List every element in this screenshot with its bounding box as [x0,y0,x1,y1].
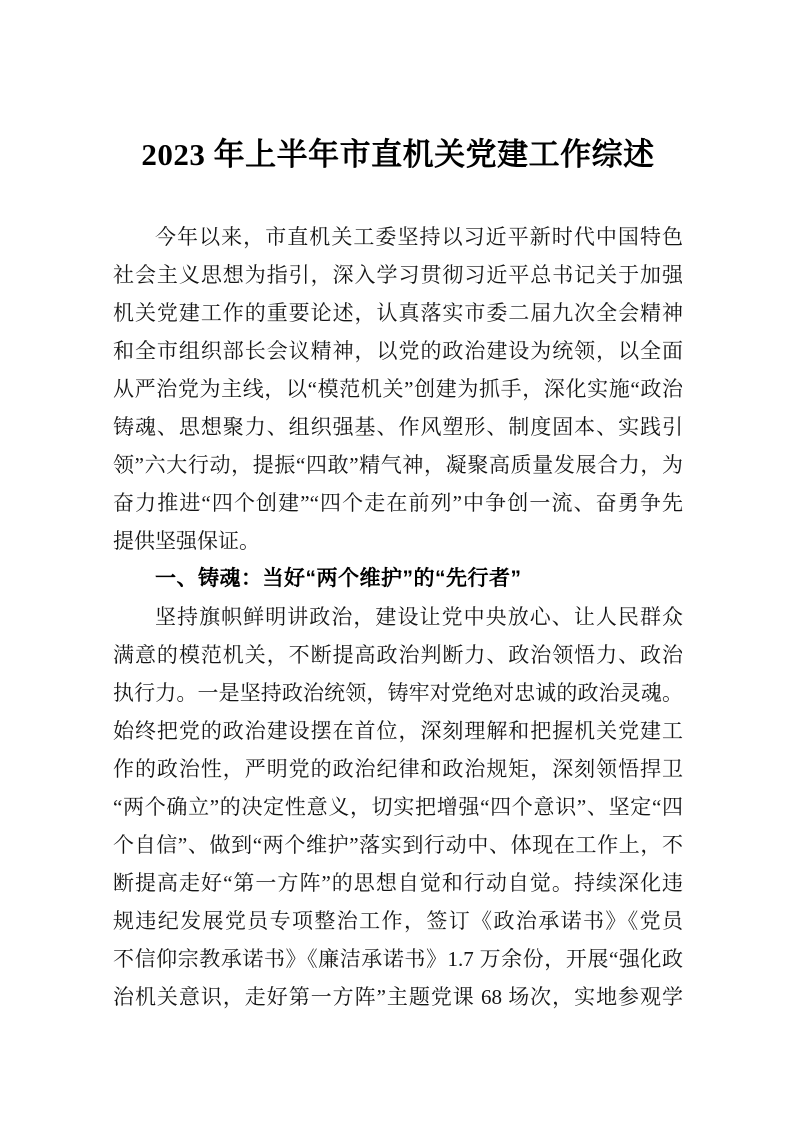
text-line: 执行力。一是坚持政治统领，铸牢对党绝对忠诚的政治灵魂。 [113,681,683,705]
text-line: 作的政治性，严明党的政治纪律和政治规矩，深刻领悟捍卫 [113,757,683,781]
section-heading: 一、铸魂：当好“两个维护”的“先行者” [155,567,522,590]
text-line: 提供坚强保证。 [113,529,260,553]
text-line: 个自信”、做到“两个维护”落实到行动中、体现在工作上，不 [113,833,683,857]
text-line: 奋力推进“四个创建”“四个走在前列”中争创一流、奋勇争先 [113,491,683,515]
text-line: 不信仰宗教承诺书》《廉洁承诺书》1.7 万余份，开展“强化政 [113,947,683,971]
text-line: 治机关意识，走好第一方阵”主题党课 68 场次，实地参观学 [113,985,683,1009]
text-line: 社会主义思想为指引，深入学习贯彻习近平总书记关于加强 [113,263,683,287]
text-line: 和全市组织部长会议精神，以党的政治建设为统领，以全面 [113,339,683,363]
text-line: 满意的模范机关，不断提高政治判断力、政治领悟力、政治 [113,643,683,667]
document-title: 2023 年上半年市直机关党建工作综述 [141,137,655,172]
text-line: 始终把党的政治建设摆在首位，深刻理解和把握机关党建工 [113,719,683,743]
text-line: 断提高走好“第一方阵”的思想自觉和行动自觉。持续深化违 [113,871,683,895]
text-line: 今年以来，市直机关工委坚持以习近平新时代中国特色 [155,225,683,249]
text-line: 坚持旗帜鲜明讲政治，建设让党中央放心、让人民群众 [155,605,683,629]
text-line: 领”六大行动，提振“四敢”精气神，凝聚高质量发展合力，为 [113,453,683,477]
document-body [113,218,683,1016]
text-line: 机关党建工作的重要论述，认真落实市委二届九次全会精神 [113,301,683,325]
text-line: 规违纪发展党员专项整治工作，签订《政治承诺书》《党员 [113,909,683,933]
text-line: “两个确立”的决定性意义，切实把增强“四个意识”、坚定“四 [113,795,683,819]
text-line: 铸魂、思想聚力、组织强基、作风塑形、制度固本、实践引 [113,415,683,439]
text-line: 从严治党为主线，以“模范机关”创建为抓手，深化实施“政治 [113,377,683,401]
